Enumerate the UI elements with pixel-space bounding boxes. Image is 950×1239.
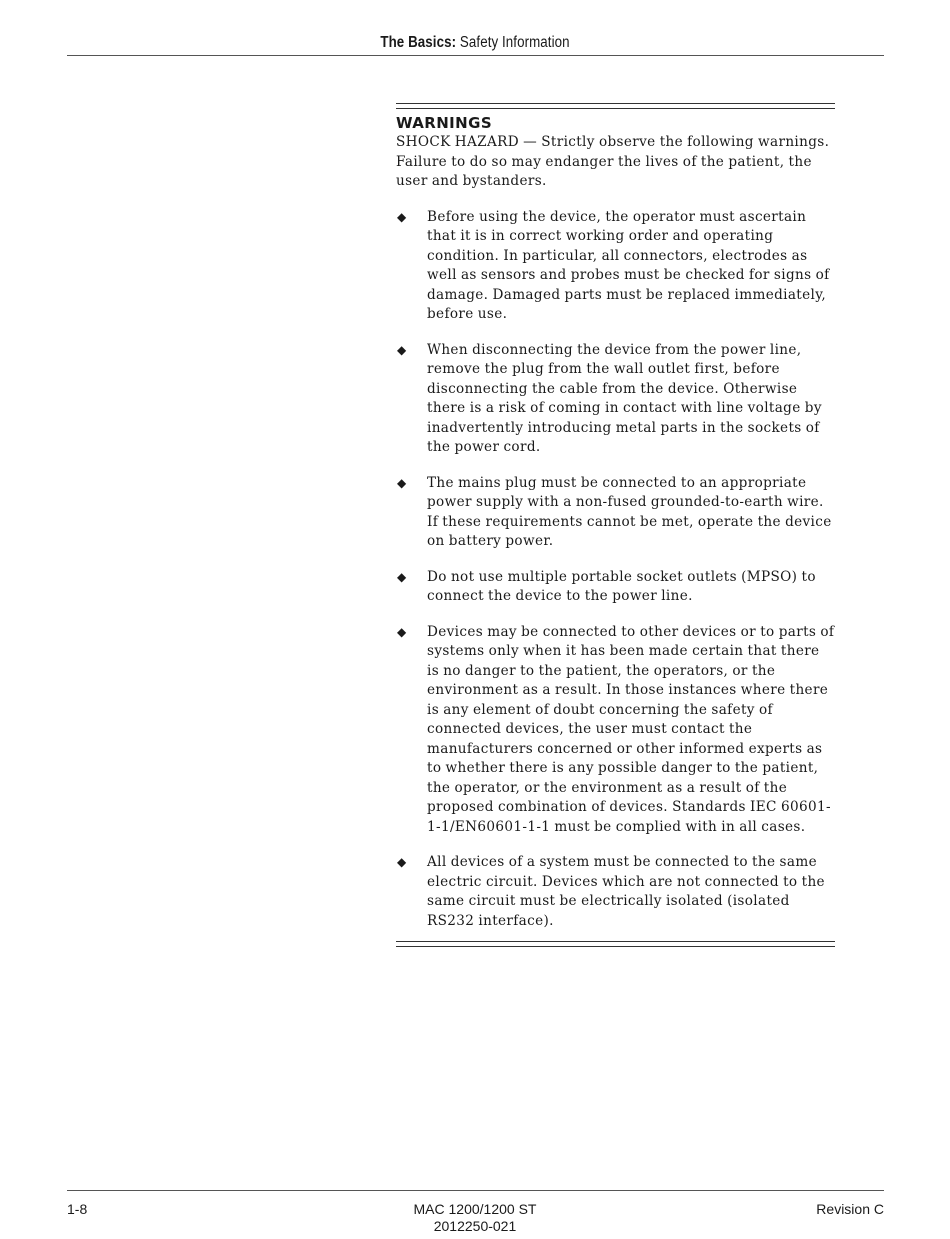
- warnings-list: [396, 208, 835, 932]
- header-title: Safety Information: [459, 34, 570, 51]
- diamond-bullet-icon: ◆: [397, 209, 407, 224]
- warning-item-text: Before using the device, the operator must ascertain that it is in correct working order and operating condition. In particular, all connectors, electrodes as well as sensors and probes must be checked for signs of damage. Damaged parts must be replaced immediately, before use.: [427, 208, 830, 322]
- warning-item: [396, 623, 835, 838]
- warning-item-text: All devices of a system must be connected to the same electric circuit. Devices which are not connected to the same circuit must be electrically isolated (isolated RS232 interface).: [427, 854, 825, 929]
- warning-item: [396, 341, 835, 458]
- warning-item: [396, 568, 835, 607]
- diamond-bullet-icon: ◆: [397, 624, 407, 639]
- diamond-bullet-icon: ◆: [397, 475, 407, 490]
- product-name: MAC 1200/1200 ST: [413, 1201, 537, 1217]
- warning-item: [396, 208, 835, 325]
- header-section: The Basics:: [380, 34, 457, 51]
- warnings-box: [396, 103, 835, 947]
- diamond-bullet-icon: ◆: [397, 569, 407, 584]
- footer-product-info: [0, 1201, 950, 1235]
- warnings-intro: SHOCK HAZARD — Strictly observe the following warnings. Failure to do so may endanger the lives of the patient, the user and bystanders.: [396, 134, 830, 189]
- footer-divider: [67, 1190, 884, 1191]
- revision-label: Revision C: [816, 1201, 884, 1217]
- diamond-bullet-icon: ◆: [397, 855, 407, 869]
- page-header: [67, 34, 884, 52]
- warning-item-text: Do not use multiple portable socket outlets (MPSO) to connect the device to the power line.: [427, 568, 816, 604]
- header-divider: [67, 55, 884, 56]
- warning-item-text: The mains plug must be connected to an appropriate power supply with a non-fused grounded-to-earth wire. If these requirements cannot be met, operate the device on battery power.: [427, 474, 832, 549]
- warnings-title: WARNINGS: [396, 114, 493, 132]
- document-number: 2012250-021: [433, 1218, 517, 1234]
- warning-item-text: Devices may be connected to other devices or to parts of systems only when it has been made certain that there is no danger to the patient, the operators, or the environment as a result. In those instances where there is any element of doubt concerning the safety of connected devices, the user must contact the manufacturers concerned or other informed experts as to whether there is any possible danger to the patient, the operator, or the environment as a result of the proposed combination of devices. Standards IEC 60601-1-1/EN60601-1-1 must be complied with in all cases.: [427, 623, 835, 835]
- warnings-bottom-rule: [396, 941, 835, 947]
- warning-item: [396, 474, 835, 552]
- warning-item-text: When disconnecting the device from the power line, remove the plug from the wall outlet first, before disconnecting the cable from the device. Otherwise there is a risk of coming in contact with line voltage by inadvertently introducing metal parts in the sockets of the power cord.: [427, 341, 822, 455]
- page-number: 1-8: [67, 1201, 88, 1217]
- diamond-bullet-icon: ◆: [397, 342, 407, 357]
- warning-item: [396, 853, 835, 931]
- warnings-top-rule: [396, 103, 835, 109]
